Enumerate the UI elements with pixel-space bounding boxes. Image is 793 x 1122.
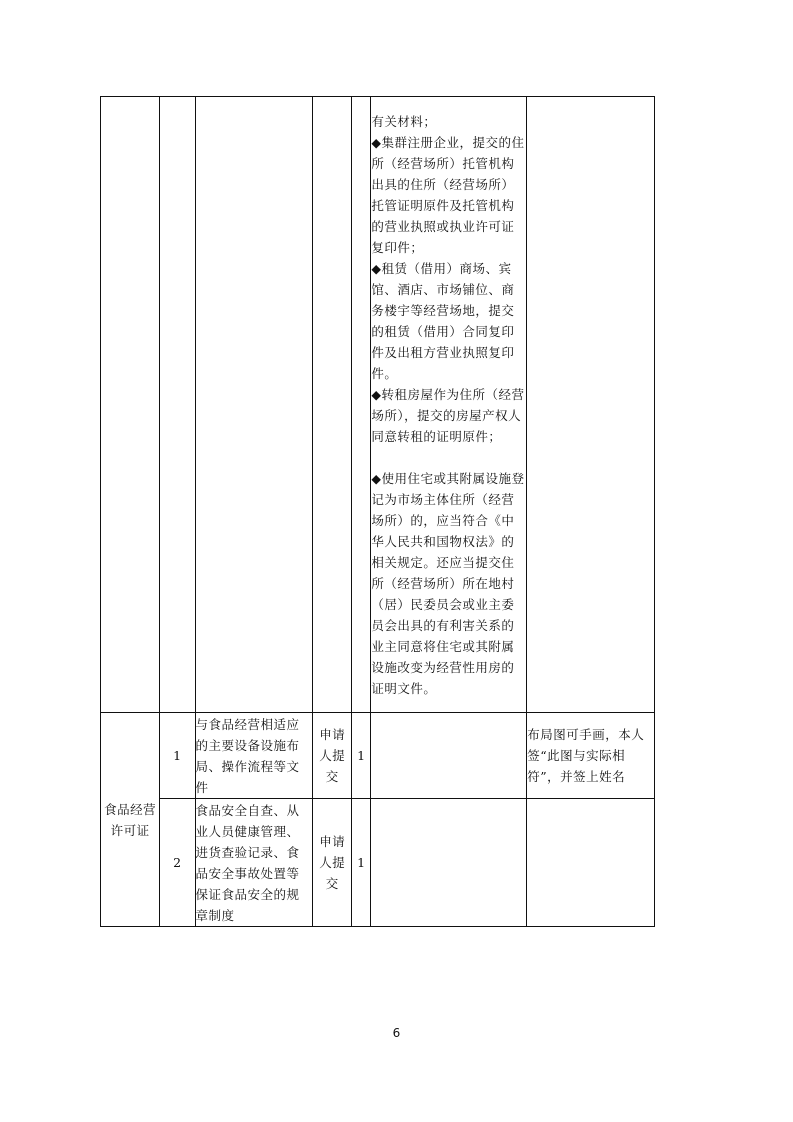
source-cell: 申请人提交: [313, 799, 352, 927]
table-row: [101, 97, 655, 713]
note-cell: 布局图可手画，本人签“此图与实际相符”，并签上姓名: [527, 713, 655, 799]
requirement-paragraph: 有关材料；: [371, 113, 437, 129]
page-number: 6: [392, 1026, 401, 1040]
copies-cell: 1: [352, 713, 371, 799]
number-cell: [160, 97, 195, 713]
permit-label: 食品经营许可证: [104, 801, 157, 838]
note-cell: [527, 97, 655, 713]
material-cell: 与食品经营相适应的主要设备设施布局、操作流程等文件: [195, 713, 313, 799]
requirement-paragraph: ◆使用住宅或其附属设施登记为市场主体住所（经营场所）的，应当符合《中华人民共和国物权法》的相关规定。还应当提交住所（经营场所）所在地村（居）民委员会或业主委员会出具的有利害关系的业主同意将住宅或其附属设施改变为经营性用房的证明文件。: [371, 470, 525, 696]
number-cell: 2: [160, 799, 195, 927]
source-cell: [313, 97, 352, 713]
requirement-paragraph: ◆租赁（借用）商场、宾馆、酒店、市场铺位、商务楼宇等经营场地，提交的租赁（借用）合同复印件及出租方营业执照复印件。: [371, 260, 515, 381]
requirement-cell: [371, 799, 527, 927]
requirement-paragraph: ◆转租房屋作为住所（经营场所），提交的房屋产权人同意转租的证明原件；: [371, 386, 525, 444]
requirement-paragraph: ◆集群注册企业，提交的住所（经营场所）托管机构出具的住所（经营场所）托管证明原件及托管机构的营业执照或执业许可证复印件；: [371, 134, 525, 255]
table-row: [101, 799, 655, 927]
materials-table: [100, 96, 655, 927]
table-row: [101, 713, 655, 799]
material-cell: [195, 97, 313, 713]
copies-cell: 1: [352, 799, 371, 927]
note-cell: [527, 799, 655, 927]
material-cell: 食品安全自查、从业人员健康管理、进货查验记录、食品安全事故处置等保证食品安全的规章制度: [195, 799, 313, 927]
category-cell: [101, 97, 160, 713]
category-cell: [101, 713, 160, 927]
requirement-cell: [371, 713, 527, 799]
number-cell: 1: [160, 713, 195, 799]
blank-line: [371, 447, 526, 468]
source-cell: 申请人提交: [313, 713, 352, 799]
requirement-cell: [371, 97, 527, 713]
copies-cell: [352, 97, 371, 713]
